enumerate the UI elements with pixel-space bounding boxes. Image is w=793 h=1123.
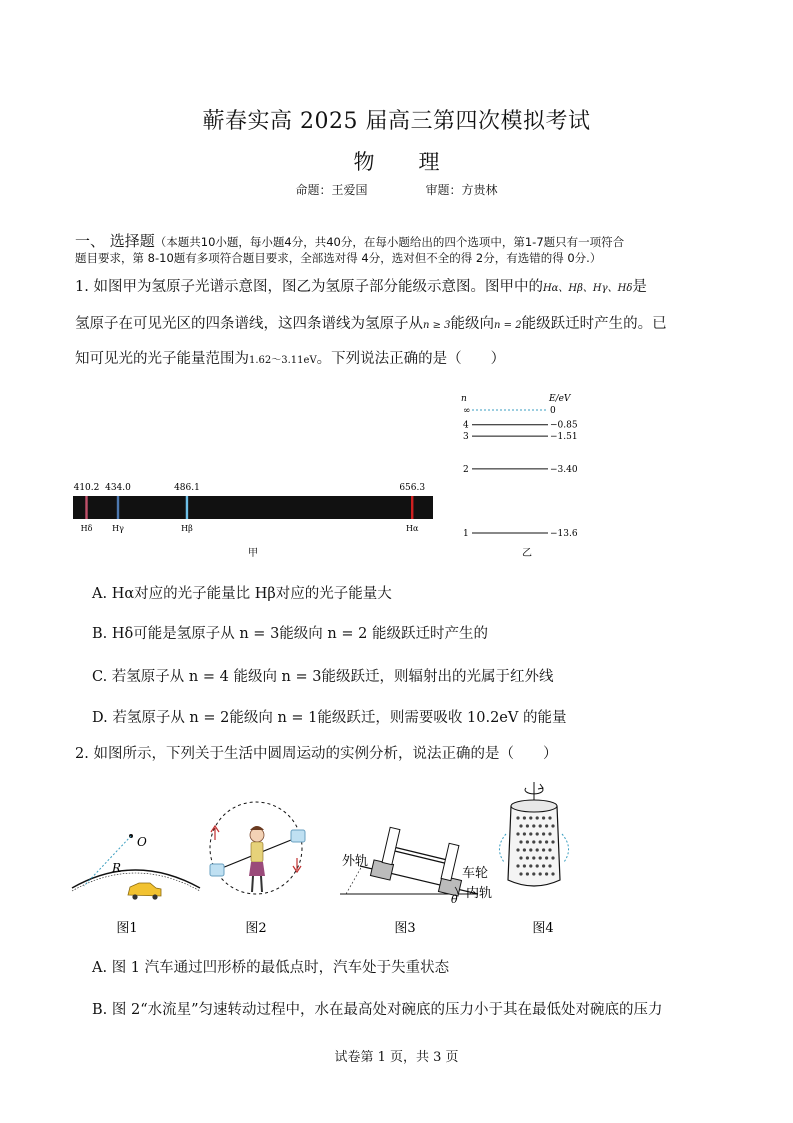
option-label: D. xyxy=(92,710,108,726)
arrow-down-icon xyxy=(293,858,301,872)
level-energy-label: −1.51 xyxy=(550,432,578,443)
wheel-left xyxy=(382,827,400,864)
spectrum-figure xyxy=(73,483,433,559)
line-name-label: Hγ xyxy=(112,524,124,533)
drum-hole xyxy=(526,840,529,843)
option-text: Hα对应的光子能量比 Hβ对应的光子能量大 xyxy=(111,586,392,602)
wavelength-label: 656.3 xyxy=(399,483,426,493)
bowl-icon xyxy=(291,830,305,842)
label-o: O xyxy=(137,835,147,849)
figure-1-concave-bridge xyxy=(72,834,200,936)
drum-hole xyxy=(539,856,542,859)
drum-hole xyxy=(536,816,539,819)
q1-text: 能级向 xyxy=(450,316,495,332)
drum-hole xyxy=(529,816,532,819)
option-label: B. xyxy=(92,626,108,642)
drum-hole xyxy=(551,840,554,843)
drum-hole xyxy=(516,864,519,867)
level-energy-label: −3.40 xyxy=(550,464,578,475)
line-name-label: Hβ xyxy=(181,524,193,533)
page-footer: 试卷第 1 页，共 3 页 xyxy=(334,1050,459,1065)
level-energy-label: −0.85 xyxy=(550,420,578,431)
drum-hole xyxy=(526,856,529,859)
q1-option-d[interactable] xyxy=(92,706,566,727)
inner-rail-label: 内轨 xyxy=(466,886,493,901)
q1-energy-range: 1.62～3.11eV xyxy=(249,355,317,366)
option-label: A. xyxy=(92,960,108,976)
figure-1-caption: 图1 xyxy=(116,921,138,936)
figure-3-banked-rail xyxy=(340,827,492,936)
drum-hole xyxy=(545,840,548,843)
q1-text: 知可见光的光子能量范围为 xyxy=(75,351,249,367)
option-text: 若氢原子从 n = 4 能级向 n = 3能级跃迁，则辐射出的光属于红外线 xyxy=(111,669,554,685)
section-note-1: （本题共10小题，每小题4分，共40分，在每小题给出的四个选项中，第1-7题只有一项符合 xyxy=(154,235,625,249)
option-text: Hδ可能是氢原子从 n = 3能级向 n = 2 能级跃迁时产生的 xyxy=(111,626,488,642)
spectrum-bar xyxy=(73,496,433,519)
subject-char-2: 理 xyxy=(418,150,440,174)
wavelength-label: 434.0 xyxy=(105,483,131,493)
level-n-label: 4 xyxy=(463,420,469,431)
q1-text: 氢原子在可见光区的四条谱线，这四条谱线为氢原子从 xyxy=(75,316,423,332)
drum-hole xyxy=(523,816,526,819)
drum-hole xyxy=(539,840,542,843)
drum-hole xyxy=(548,864,551,867)
drum-hole xyxy=(542,848,545,851)
q2-stem: 2. 如图所示，下列关于生活中圆周运动的实例分析，说法正确的是（ ） xyxy=(75,746,558,762)
line-name-label: Hα xyxy=(406,524,419,533)
drum-hole xyxy=(523,848,526,851)
figure-2-caption: 图2 xyxy=(245,921,267,936)
drum-hole xyxy=(545,872,548,875)
drum-hole xyxy=(548,832,551,835)
exam-title: 蕲春实高 2025 届高三第四次模拟考试 xyxy=(202,109,591,134)
drum-hole xyxy=(519,840,522,843)
levels-caption: 乙 xyxy=(522,548,532,559)
bowl-icon xyxy=(210,864,224,876)
drum-hole xyxy=(551,824,554,827)
figure-3-caption: 图3 xyxy=(394,921,416,936)
q1-text: 1. 如图甲为氢原子光谱示意图，图乙为氢原子部分能级示意图。图甲中的 xyxy=(75,279,543,295)
option-label: B. xyxy=(92,1002,108,1018)
drum-hole xyxy=(539,872,542,875)
q1-n-symbol: n = 2 xyxy=(494,320,522,331)
q1-text: 能级跃迁时产生的。已 xyxy=(521,316,667,332)
drum-hole xyxy=(539,824,542,827)
level-n-label: 3 xyxy=(463,432,469,443)
q1-symbols: Hα、Hβ、Hγ、Hδ xyxy=(542,283,633,294)
arrow-up-icon xyxy=(211,826,219,840)
drum-hole xyxy=(545,856,548,859)
q1-option-b[interactable] xyxy=(92,622,488,643)
n-header: n xyxy=(461,394,467,404)
drum-hole xyxy=(532,840,535,843)
energy-level-figure xyxy=(461,394,578,559)
spectrum-line xyxy=(186,496,188,519)
drum-hole xyxy=(516,832,519,835)
level-n-label: ∞ xyxy=(463,406,471,416)
setter: 命题：王爱国 xyxy=(295,183,368,197)
drum-hole xyxy=(526,872,529,875)
spectrum-caption: 甲 xyxy=(248,548,258,559)
level-n-label: 1 xyxy=(463,529,469,539)
wavelength-label: 486.1 xyxy=(174,483,200,493)
section-heading-text: 一、 选择题 xyxy=(75,232,155,250)
drum-hole xyxy=(542,816,545,819)
drum-hole xyxy=(523,864,526,867)
spectrum-line xyxy=(411,496,413,519)
q1-option-a[interactable] xyxy=(92,582,392,603)
drum-hole xyxy=(542,864,545,867)
label-r: R xyxy=(112,861,122,875)
e-header: E/eV xyxy=(549,394,571,404)
drum-hole xyxy=(551,872,554,875)
q1-option-c[interactable] xyxy=(92,665,554,686)
figure-2-water-meteor xyxy=(210,802,305,936)
drum-hole xyxy=(529,864,532,867)
drum-hole xyxy=(536,848,539,851)
spectrum-line xyxy=(117,496,119,519)
q2-figures xyxy=(0,770,793,940)
outer-rail-label: 外轨 xyxy=(342,854,369,869)
drum-hole xyxy=(548,816,551,819)
drum-hole xyxy=(519,872,522,875)
section-note-2: 题目要求，第 8-10题有多项符合题目要求，全部选对得 4分，选对但不全的得 2分，有选错的得 0分.） xyxy=(75,251,602,265)
drum-hole xyxy=(516,848,519,851)
drum-hole xyxy=(532,824,535,827)
drum-hole xyxy=(523,832,526,835)
drum-hole xyxy=(542,832,545,835)
drum-hole xyxy=(516,816,519,819)
q1-text: 是 xyxy=(632,279,647,295)
drum-hole xyxy=(519,856,522,859)
person-icon xyxy=(249,826,265,892)
level-energy-label: 0 xyxy=(550,406,556,416)
q1-text: 。下列说法正确的是（ ） xyxy=(316,351,506,367)
drum-hole xyxy=(548,848,551,851)
drum-hole xyxy=(532,856,535,859)
line-name-label: Hδ xyxy=(80,524,93,533)
drum-hole xyxy=(529,848,532,851)
drum-hole xyxy=(551,856,554,859)
option-text: 图 2“水流星”匀速转动过程中，水在最高处对碗底的压力小于其在最低处对碗底的压力 xyxy=(111,1002,663,1018)
q1-n-symbol: n ≥ 3 xyxy=(423,320,451,331)
drum-hole xyxy=(536,864,539,867)
option-text: 若氢原子从 n = 2能级向 n = 1能级跃迁，则需要吸收 10.2eV 的能量 xyxy=(112,710,567,726)
level-energy-label: −13.6 xyxy=(550,529,578,539)
option-label: A. xyxy=(92,586,108,602)
figure-4-caption: 图4 xyxy=(532,921,554,936)
level-n-label: 2 xyxy=(463,464,469,475)
option-label: C. xyxy=(92,669,108,685)
drum-hole xyxy=(545,824,548,827)
drum-hole xyxy=(519,824,522,827)
car-icon xyxy=(128,883,161,900)
q2-option-a[interactable] xyxy=(92,956,449,977)
drum-hole xyxy=(536,832,539,835)
theta-label: θ xyxy=(451,893,458,906)
wavelength-label: 410.2 xyxy=(73,483,100,493)
wheel-label: 车轮 xyxy=(462,866,489,881)
q2-option-b[interactable] xyxy=(92,998,663,1019)
spectrum-line xyxy=(85,496,87,519)
drum-hole xyxy=(526,824,529,827)
figure-4-spin-drum xyxy=(499,782,568,936)
subject-char-1: 物 xyxy=(353,150,375,174)
drum-hole xyxy=(532,872,535,875)
reviewer: 审题：方贵林 xyxy=(425,183,498,197)
option-text: 图 1 汽车通过凹形桥的最低点时，汽车处于失重状态 xyxy=(111,960,450,976)
drum-hole xyxy=(529,832,532,835)
